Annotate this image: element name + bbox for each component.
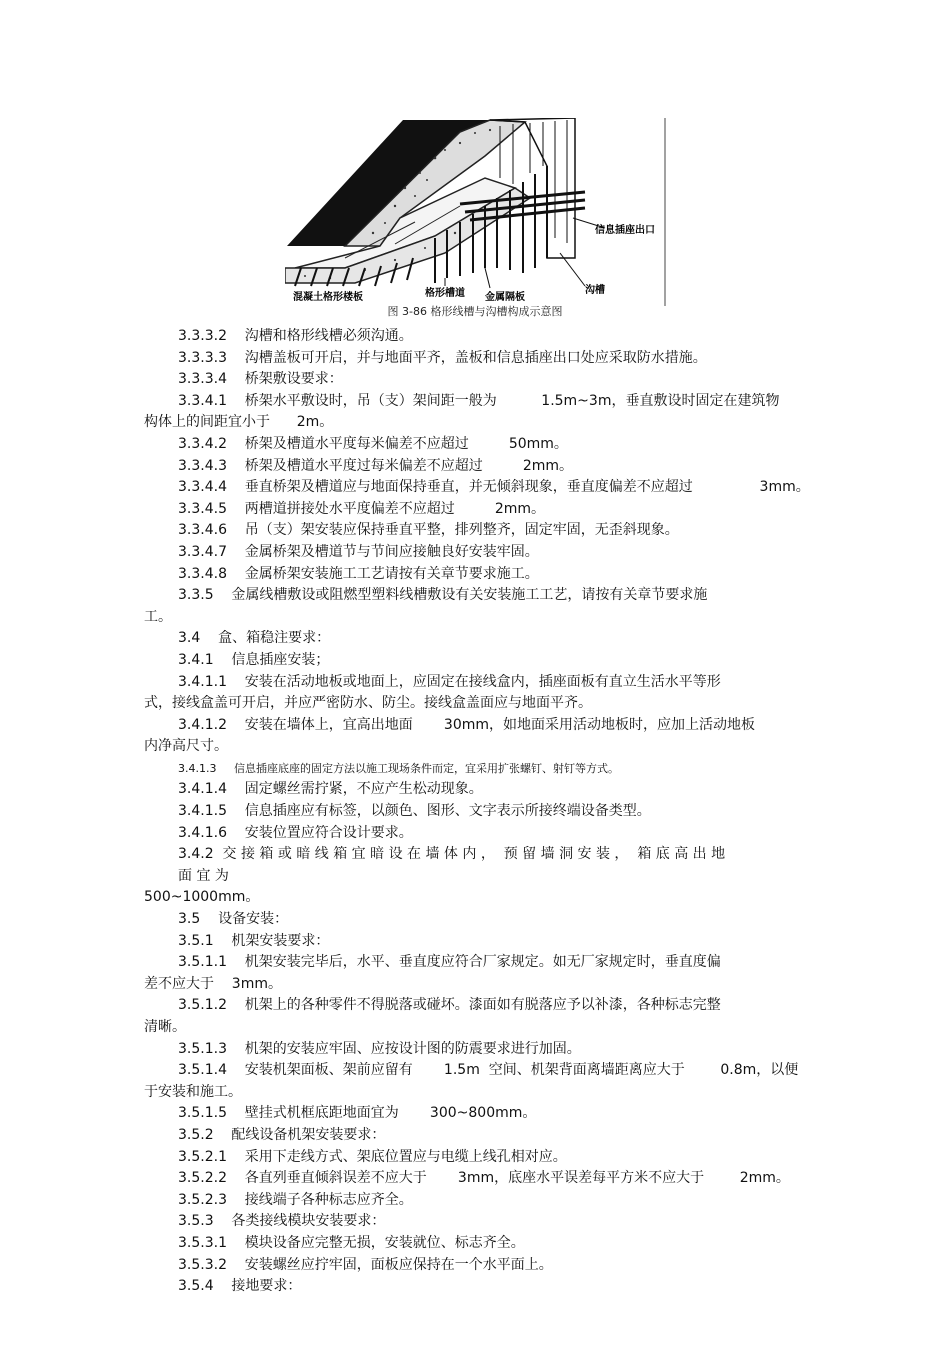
paragraph-line: 3.3.4.4 垂直桥架及槽道应与地面保持垂直，并无倾斜现象，垂直度偏差不应超过 3mm。 <box>178 479 810 496</box>
paragraph-line: 3.5.2.2 各直列垂直倾斜误差不应大于 3mm，底座水平误差每平方米不应大于 2mm。 <box>178 1170 790 1187</box>
figure-label-trench: 沟槽 <box>585 285 605 296</box>
paragraph-line: 3.4.1.6 安装位置应符合设计要求。 <box>178 824 413 841</box>
paragraph-line: 3.3.4.3 桥架及槽道水平度过每米偏差不应超过 2mm。 <box>178 457 574 474</box>
paragraph-line: 式，接线盒盖可开启，并应严密防水、防尘。接线盒盖面应与地面平齐。 <box>144 695 592 712</box>
paragraph-line: 于安装和施工。 <box>144 1083 242 1100</box>
paragraph-line: 3.3.5 金属线槽敷设或阻燃型塑料线槽敷设有关安装施工工艺，请按有关章节要求施 <box>178 587 708 604</box>
paragraph-line: 500~1000mm。 <box>144 889 260 906</box>
paragraph-line: 3.4.2 交 接 箱 或 暗 线 箱 宜 暗 设 在 墙 体 内 ， 预 留 墙 洞 安 装 ， 箱 底 高 出 地 <box>178 846 726 863</box>
paragraph-line: 3.4.1.4 固定螺丝需拧紧，不应产生松动现象。 <box>178 781 483 798</box>
paragraph-line: 3.3.4.5 两槽道拼接处水平度偏差不应超过 2mm。 <box>178 500 546 517</box>
paragraph-line: 3.3.4.8 金属桥架安装施工工艺请按有关章节要求施工。 <box>178 565 539 582</box>
paragraph-line: 内净高尺寸。 <box>144 738 228 755</box>
paragraph-line: 3.3.4.7 金属桥架及槽道节与节间应接触良好安装牢固。 <box>178 543 539 560</box>
paragraph-line: 3.3.3.2 沟槽和格形线槽必须沟通。 <box>178 328 413 344</box>
figure-grid-trough-diagram <box>285 118 670 306</box>
paragraph-line: 3.5.1 机架安装要求： <box>178 932 330 949</box>
paragraph-line: 清晰。 <box>144 1019 186 1035</box>
paragraph-line: 3.4.1.5 信息插座应有标签，以颜色、图形、文字表示所接终端设备类型。 <box>178 803 651 820</box>
paragraph-line: 3.5.1.5 壁挂式机框底距地面宜为 300~800mm。 <box>178 1105 537 1122</box>
figure-caption-text: 图 3-86 格形线槽与沟槽构成示意图 <box>387 305 563 318</box>
figure-label-metal-partition: 金属隔板 <box>485 292 525 303</box>
paragraph-line: 3.5.2.3 接线端子各种标志应齐全。 <box>178 1191 413 1208</box>
paragraph-line: 3.5.1.3 机架的安装应牢固、应按设计图的防震要求进行加固。 <box>178 1040 581 1057</box>
paragraph-line: 构体上的间距宜小于 2m。 <box>144 414 334 431</box>
paragraph-line: 3.4.1 信息插座安装； <box>178 651 330 668</box>
paragraph-line: 3.5.1.1 机架安装完毕后，水平、垂直度应符合厂家规定。如无厂家规定时，垂直度偏 <box>178 954 721 971</box>
paragraph-line: 面 宜 为 <box>178 867 229 884</box>
figure-label-concrete-slab: 混凝土格形楼板 <box>293 292 363 303</box>
paragraph-line: 3.3.3.4 桥架敷设要求： <box>178 371 343 388</box>
trench-diagram-illustration <box>285 118 670 306</box>
paragraph-line: 3.3.3.3 沟槽盖板可开启，并与地面平齐，盖板和信息插座出口处应采取防水措施。 <box>178 349 707 366</box>
paragraph-line: 3.4.1.1 安装在活动地板或地面上，应固定在接线盒内，插座面板有直立生活水平等形 <box>178 673 721 690</box>
paragraph-line: 3.5.3.2 安装螺丝应拧牢固，面板应保持在一个水平面上。 <box>178 1256 553 1273</box>
figure-label-outlet: 信息插座出口 <box>595 225 655 236</box>
paragraph-line: 3.3.4.2 桥架及槽道水平度每米偏差不应超过 50mm。 <box>178 435 568 452</box>
section-heading: 3.5 设备安装： <box>178 911 289 928</box>
paragraph-line: 3.5.4 接地要求： <box>178 1278 302 1295</box>
figure-caption <box>0 303 950 319</box>
figure-label-grid-channel: 格形槽道 <box>425 288 465 299</box>
paragraph-line: 差不应大于 3mm。 <box>144 975 282 992</box>
paragraph-line: 3.5.1.4 安装机架面板、架前应留有 1.5m 空间、机架背面离墙距离应大于 0.8m，以便 <box>178 1062 799 1079</box>
paragraph-line: 3.5.3.1 模块设备应完整无损，安装就位、标志齐全。 <box>178 1234 525 1251</box>
paragraph-line: 3.5.2.1 采用下走线方式、架底位置应与电缆上线孔相对应。 <box>178 1148 567 1165</box>
paragraph-line: 3.3.4.1 桥架水平敷设时，吊（支）架间距一般为 1.5m~3m，垂直敷设时固定在建筑物 <box>178 392 780 409</box>
document-body <box>144 326 939 1298</box>
paragraph-line: 3.3.4.6 吊（支）架安装应保持垂直平整，排列整齐，固定牢固，无歪斜现象。 <box>178 522 679 539</box>
paragraph-line: 工。 <box>144 608 172 625</box>
paragraph-line: 3.4.1.2 安装在墙体上，宜高出地面 30mm，如地面采用活动地板时，应加上活动地板 <box>178 716 756 733</box>
paragraph-line: 3.4.1.3 信息插座底座的固定方法以施工现场条件而定，宜采用扩张螺钉、射钉等方式。 <box>178 761 619 775</box>
paragraph-line: 3.5.3 各类接线模块安装要求： <box>178 1213 386 1230</box>
paragraph-line: 3.5.1.2 机架上的各种零件不得脱落或碰坏。漆面如有脱落应予以补漆，各种标志完整 <box>178 997 721 1014</box>
section-heading: 3.4 盒、箱稳注要求： <box>178 630 331 647</box>
paragraph-line: 3.5.2 配线设备机架安装要求： <box>178 1126 386 1143</box>
